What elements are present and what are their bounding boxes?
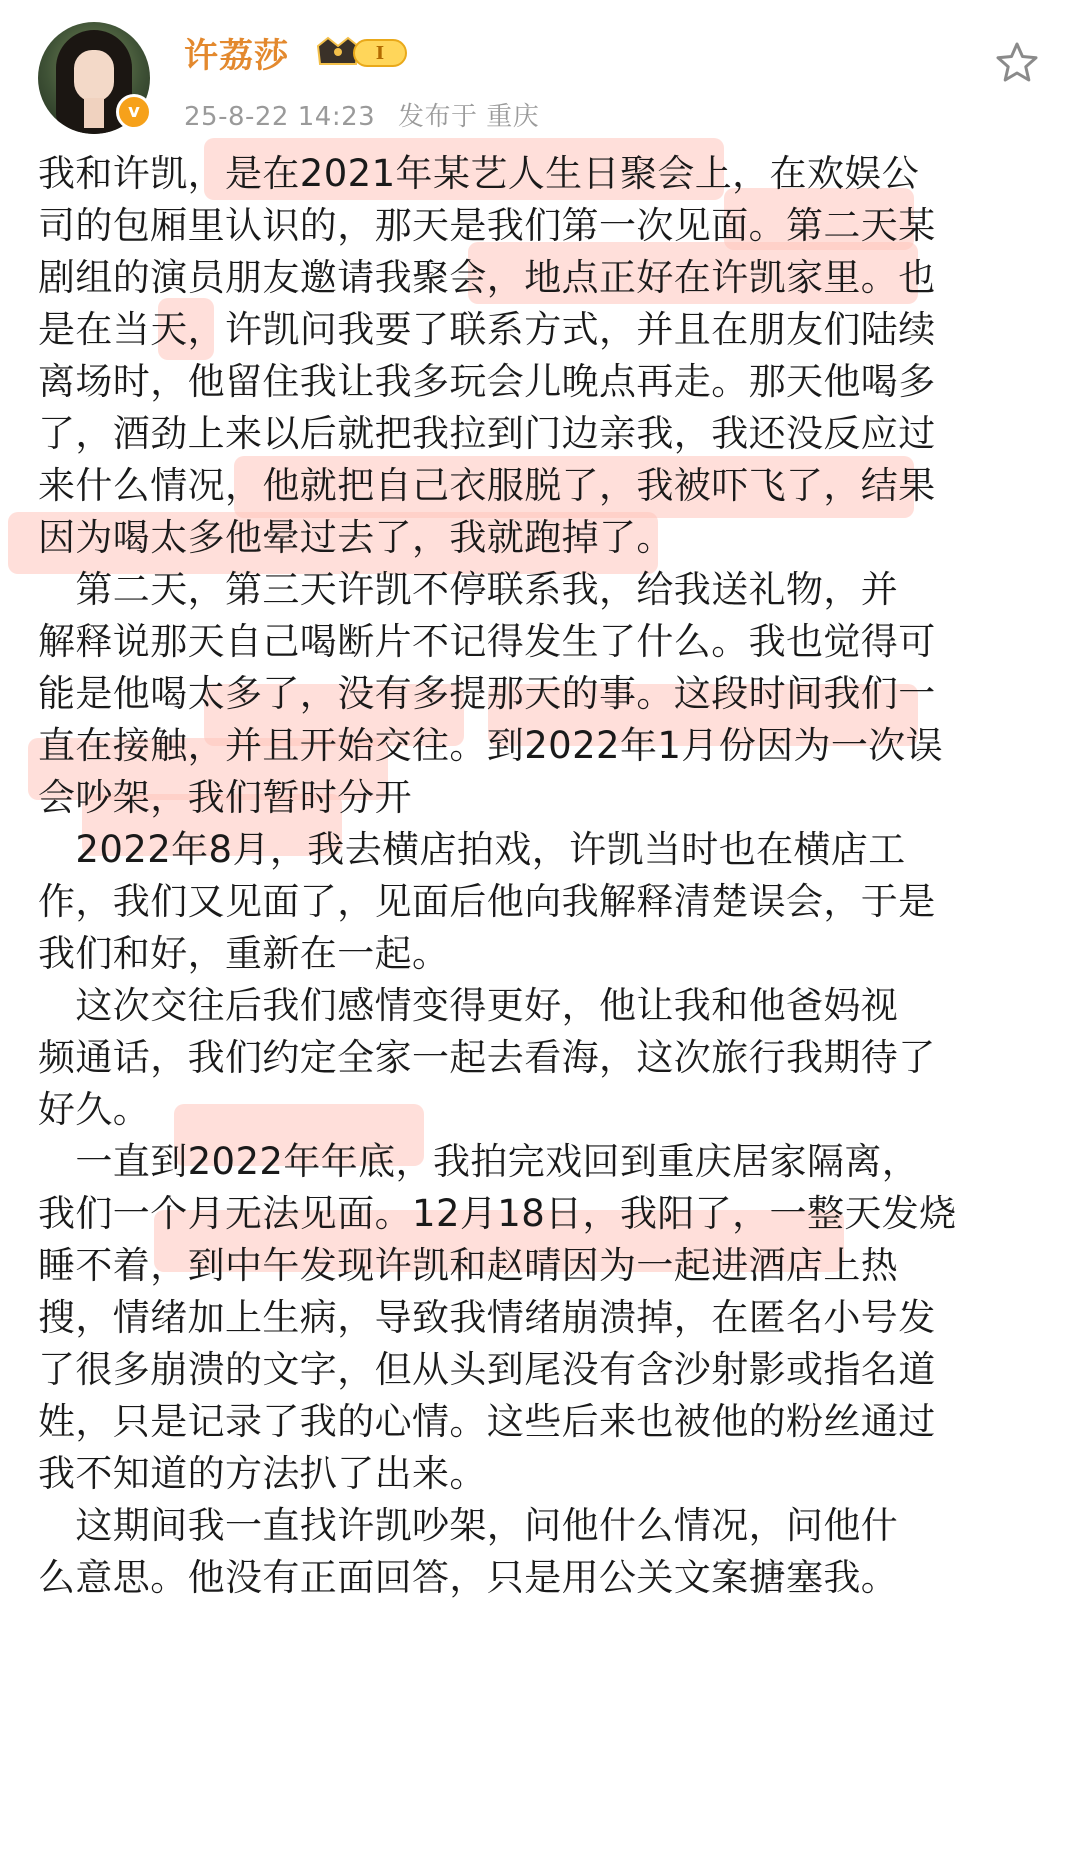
post-text-line: 是在当天，许凯问我要了联系方式，并且在朋友们陆续 [38,308,936,351]
post-meta [184,96,553,133]
author-avatar[interactable] [38,22,150,134]
post-text-line: 了，酒劲上来以后就把我拉到门边亲我，我还没反应过 [38,412,936,455]
post-text-line: 离场时，他留住我让我多玩会儿晚点再走。那天他喝多 [38,360,936,403]
post-text-line: 姓，只是记录了我的心情。这些后来也被他的粉丝通过 [38,1400,936,1443]
post-text-line: 因为喝太多他晕过去了，我就跑掉了。 [38,516,674,559]
post-text-line: 会吵架，我们暂时分开 [38,776,412,819]
post-timestamp: 25-8-22 14:23 [184,102,376,132]
post-text-line: 第二天，第三天许凯不停联系我，给我送礼物，并 [38,568,899,611]
level-badge-text: I [375,43,385,64]
post-text-line: 解释说那天自己喝断片不记得发生了什么。我也觉得可 [38,620,936,663]
post-text-line: 司的包厢里认识的，那天是我们第一次见面。第二天某 [38,204,936,247]
post-text-line: 这次交往后我们感情变得更好，他让我和他爸妈视 [38,984,899,1027]
star-outline-icon[interactable] [994,40,1040,86]
post-text-line: 我和许凯，是在2021年某艺人生日聚会上，在欢娱公 [38,152,920,195]
post-text-line: 作，我们又见面了，见面后他向我解释清楚误会，于是 [38,880,936,923]
post-header [0,0,1080,140]
author-name[interactable]: 许荔莎 [184,36,289,76]
avatar-neck [84,98,104,128]
post-text-line: 么意思。他没有正面回答，只是用公关文案搪塞我。 [38,1556,899,1599]
post-text-line: 剧组的演员朋友邀请我聚会，地点正好在许凯家里。也 [38,256,936,299]
post-text-line: 频通话，我们约定全家一起去看海，这次旅行我期待了 [38,1036,936,1079]
post-text-line: 2022年8月，我去横店拍戏，许凯当时也在横店工 [38,828,906,871]
post-text-line: 好久。 [38,1088,151,1131]
post-text-line: 我们一个月无法见面。12月18日，我阳了，一整天发烧 [38,1192,957,1235]
post-text-line: 我不知道的方法扒了出来。 [38,1452,487,1495]
post-location: 发布于 重庆 [397,102,540,132]
post-text-line: 睡不着，到中午发现许凯和赵晴因为一起进酒店上热 [38,1244,899,1287]
post-text-line: 一直到2022年年底，我拍完戏回到重庆居家隔离， [38,1140,920,1183]
post-text-line: 了很多崩溃的文字，但从头到尾没有含沙射影或指名道 [38,1348,936,1391]
post-text-line: 直在接触，并且开始交往。到2022年1月份因为一次误 [38,724,944,767]
crown-level-icon [314,34,410,70]
post-text-line: 这期间我一直找许凯吵架，问他什么情况，问他什 [38,1504,899,1547]
post-text-line: 我们和好，重新在一起。 [38,932,450,975]
avatar-face [74,50,114,102]
post-text-line: 能是他喝太多了，没有多提那天的事。这段时间我们一 [38,672,936,715]
post-text-line: 搜，情绪加上生病，导致我情绪崩溃掉，在匿名小号发 [38,1296,936,1339]
post-text-line: 来什么情况，他就把自己衣服脱了，我被吓飞了，结果 [38,464,936,507]
verified-badge-icon: v [116,94,152,130]
